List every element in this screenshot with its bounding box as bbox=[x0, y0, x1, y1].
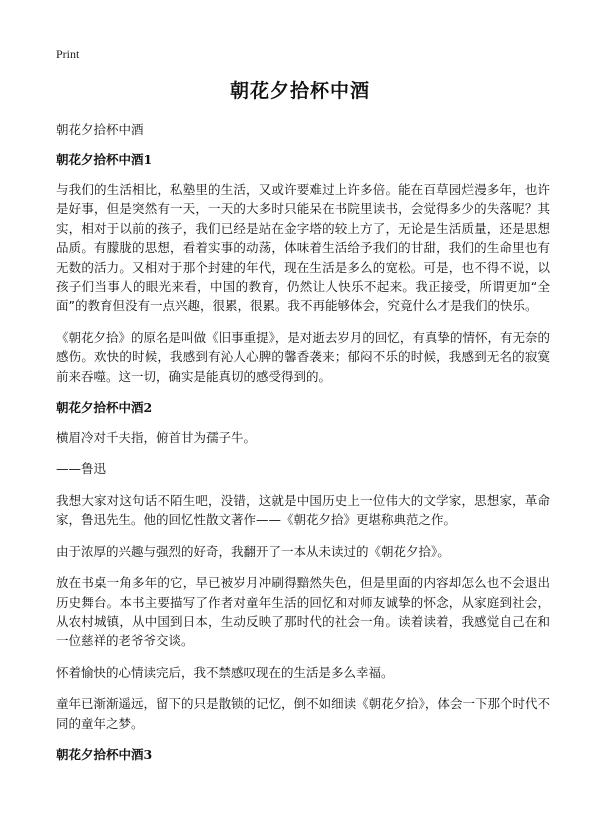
page-title: 朝花夕拾杯中酒 bbox=[229, 80, 370, 102]
section-heading: 朝花夕拾杯中酒3 bbox=[56, 746, 153, 762]
print-label: Print bbox=[56, 47, 80, 61]
document-subtitle: 朝花夕拾杯中酒 bbox=[56, 122, 144, 137]
body-paragraph: 怀着愉快的心情读完后，我不禁感叹现在的生活是多么幸福。 bbox=[56, 664, 394, 680]
body-paragraph: 与我们的生活相比，私塾里的生活，又或许要难过上许多倍。能在百草园烂漫多年，也许是好事，但是突然有一天，一天的大多时只能呆在书院里读书，会觉得多少的失落呢？其实，相对于以前的孩子，我们已经是站在金字塔的较上方了，无论是生活质量，还是思想品质。有朦胧的思想，看着实事的动荡，体味着生活给予我们的甘甜，我们的生命里也有无数的活力。又相对于那个封建的年代，现在生活是多么的宽松。可是，也不得不说，以孩子们当事人的眼光来看，中国的教育，仍然让人快乐不起来。我正接受，所谓更加“全面”的教育但没有一点兴趣，很累，很累。我不再能够体会，究竟什么才是我们的快乐。 bbox=[56, 182, 550, 314]
body-paragraph: 《朝花夕拾》的原名是叫做《旧事重提》，是对逝去岁月的回忆，有真挚的情怀，有无奈的感伤。欢快的时候，我感到有沁人心脾的馨香袭来；郁闷不乐的时候，我感到无名的寂寞前来吞噬。这一切，确实是能真切的感受得到的。 bbox=[56, 329, 550, 384]
section-heading: 朝花夕拾杯中酒1 bbox=[56, 152, 153, 167]
section-heading: 朝花夕拾杯中酒2 bbox=[56, 400, 153, 416]
quote-line: 横眉冷对千夫指，俯首甘为孺子牛。 bbox=[56, 430, 257, 446]
body-paragraph: 放在书桌一角多年的它，早已被岁月冲刷得黯然失色，但是里面的内容却怎么也不会退出历史舞台。本书主要描写了作者对童年生活的回忆和对师友诚挚的怀念，从家庭到社会，从农村城镇，从中国到日本，生动反映了那时代的社会一角。读着读着，我感觉自己在和一位慈祥的老爷爷交谈。 bbox=[56, 575, 550, 649]
document-body bbox=[56, 150, 550, 775]
body-paragraph: 我想大家对这句话不陌生吧，没错，这就是中国历史上一位伟大的文学家，思想家，革命家，鲁迅先生。他的回忆性散文著作——《朝花夕拾》更堪称典范之作。 bbox=[56, 492, 550, 528]
body-paragraph: 童年已渐渐遥远，留下的只是散锁的记忆，倒不如细读《朝花夕拾》，体会一下那个时代不同的童年之梦。 bbox=[56, 696, 550, 731]
body-paragraph: 由于浓厚的兴趣与强烈的好奇，我翻开了一本从未读过的《朝花夕拾》。 bbox=[56, 543, 450, 559]
quote-attribution: ——鲁迅 bbox=[56, 461, 107, 477]
